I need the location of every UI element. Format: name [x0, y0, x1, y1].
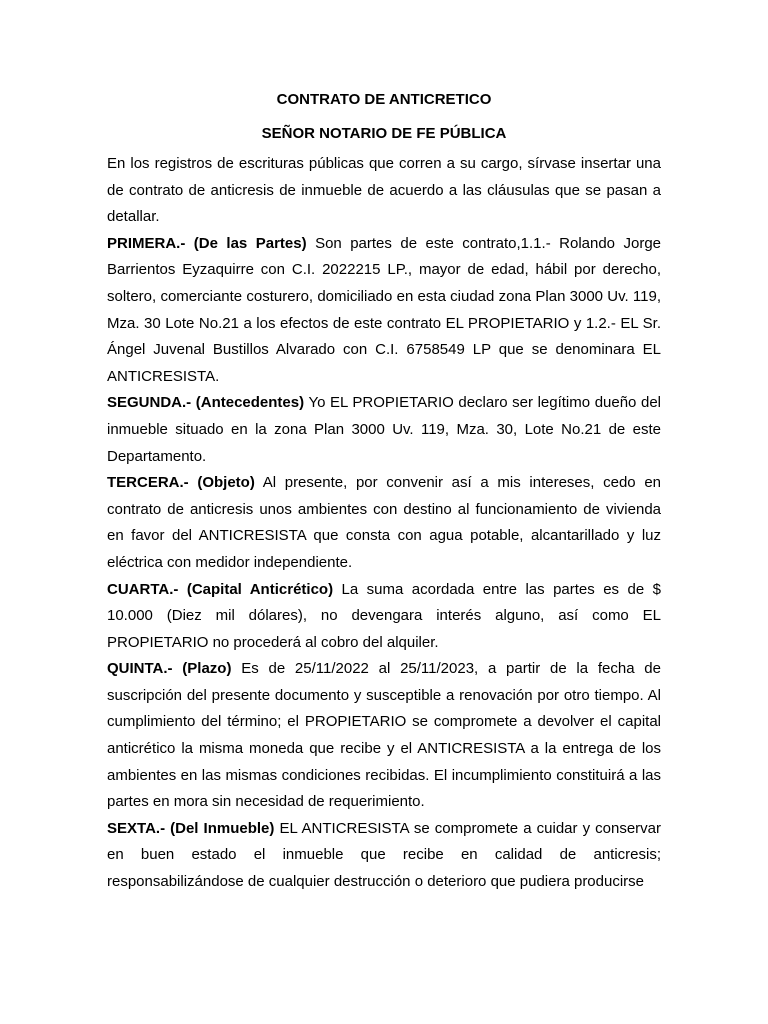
clause-segunda [107, 390, 661, 470]
clause-text: Yo EL PROPIETARIO declaro ser legítimo dueño del inmueble situado en la zona Plan 3000 Uv. 119, Mza. 30, Lote No.21 de este Departamento. [107, 394, 662, 465]
clause-label: CUARTA.- (Capital Anticrético) [107, 580, 334, 598]
intro-paragraph: En los registros de escrituras públicas que corren a su cargo, sírvase insertar una de contrato de anticresis de inmueble de acuerdo a las cláusulas que se pasan a detallar. [107, 155, 661, 226]
clause-label: PRIMERA.- (De las Partes) [107, 234, 307, 252]
clause-label: SEXTA.- (Del Inmueble) [107, 819, 275, 837]
document-page [107, 83, 661, 896]
clause-label: SEGUNDA.- (Antecedentes) [107, 394, 305, 412]
clause-sexta [107, 816, 661, 896]
clause-quinta [107, 656, 661, 816]
clause-primera [107, 231, 661, 391]
clause-text: La suma acordada entre las partes es de $ 10.000 (Diez mil dólares), no devengara interés alguno, así como EL PROPIETARIO no procederá al cobro del alquiler. [107, 580, 661, 651]
clause-label: TERCERA.- (Objeto) [107, 474, 255, 492]
clause-text: EL ANTICRESISTA se compromete a cuidar y conservar en buen estado el inmueble que recibe en calidad de anticresis; responsabilizándose de cualquier destrucción o deterioro que pudiera producirse [107, 819, 662, 891]
clause-cuarta [107, 577, 661, 657]
clause-tercera [107, 470, 661, 576]
clause-label: QUINTA.- (Plazo) [107, 660, 232, 678]
document-subtitle: SEÑOR NOTARIO DE FE PÚBLICA [261, 125, 507, 142]
clause-text: Son partes de este contrato,1.1.- Rolando Jorge Barrientos Eyzaquirre con C.I. 2022215 LP., mayor de edad, hábil por derecho, soltero, comerciante costurero, domiciliado en esta ciudad zona Plan 3000 Uv. 119, Mza. 30 Lote No.21 a los efectos de este contrato EL PROPIETARIO y 1.2.- EL Sr. Ángel Juvenal Bustillos Alvarado con C.I. 6758549 LP que se denominara EL ANTICRESISTA. [107, 234, 662, 385]
clause-text: Al presente, por convenir así a mis intereses, cedo en contrato de anticresis unos ambientes con destino al funcionamiento de vivienda en favor del ANTICRESISTA que consta con agua potable, alcantarillado y luz eléctrica con medidor independiente. [107, 474, 662, 571]
document-title: CONTRATO DE ANTICRETICO [276, 91, 492, 108]
clause-text: Es de 25/11/2022 al 25/11/2023, a partir de la fecha de suscripción del presente documento y susceptible a renovación por otro tiempo. Al cumplimiento del término; el PROPIETARIO se compromete a devolver el capital anticrético la misma moneda que recibe y el ANTICRESISTA a la entrega de los ambientes en las mismas condiciones recibidas. El incumplimiento constituirá a las partes en mora sin necesidad de requerimiento. [107, 660, 661, 811]
